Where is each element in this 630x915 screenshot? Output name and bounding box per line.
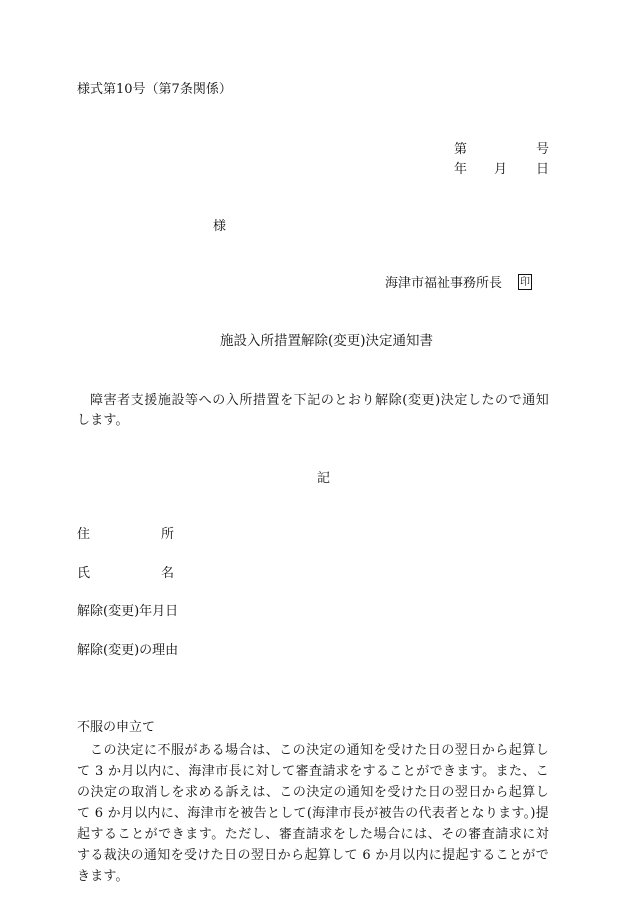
- field-release-date: 解除(変更)年月日: [77, 604, 179, 619]
- field-release-reason: 解除(変更)の理由: [77, 643, 179, 658]
- date-year: 年: [454, 162, 468, 177]
- appeal-heading: 不服の申立て: [77, 720, 156, 735]
- date-day: 日: [536, 162, 550, 177]
- form-number: 様式第10号（第7条関係）: [77, 82, 232, 97]
- doc-number-go: 号: [536, 142, 550, 157]
- ki-marker: 記: [317, 471, 331, 486]
- issuer-name: 海津市福祉事務所長: [385, 276, 503, 291]
- field-name-label-a: 氏: [77, 566, 91, 581]
- appeal-text: この決定に不服がある場合は、この決定の通知を受けた日の翌日から起算して 3 か月以内に、海津市長に対して審査請求をすることができます。また、この決定の取消しを求める訴えは、この決定の通知を受けた日の翌日から起算して 6 か月以内に、海津市を被告として(海津市長が被告の代表者となります。)提起することができます。ただし、審査請求をした場合には、その審査請求に対する裁決の通知を受けた日の翌日から起算して 6 か月以内に提起することができます。: [77, 743, 549, 884]
- addressee-suffix: 様: [213, 219, 227, 234]
- body-text: 障害者支援施設等への入所措置を下記のとおり解除(変更)決定したので通知します。: [77, 393, 549, 428]
- field-name-label-b: 名: [161, 566, 175, 581]
- date-month: 月: [494, 162, 508, 177]
- doc-number-dai: 第: [454, 142, 468, 157]
- seal-mark: 印: [518, 274, 532, 290]
- field-address-label-a: 住: [77, 527, 91, 542]
- field-address-label-b: 所: [161, 527, 175, 542]
- document-title: 施設入所措置解除(変更)決定通知書: [220, 333, 434, 349]
